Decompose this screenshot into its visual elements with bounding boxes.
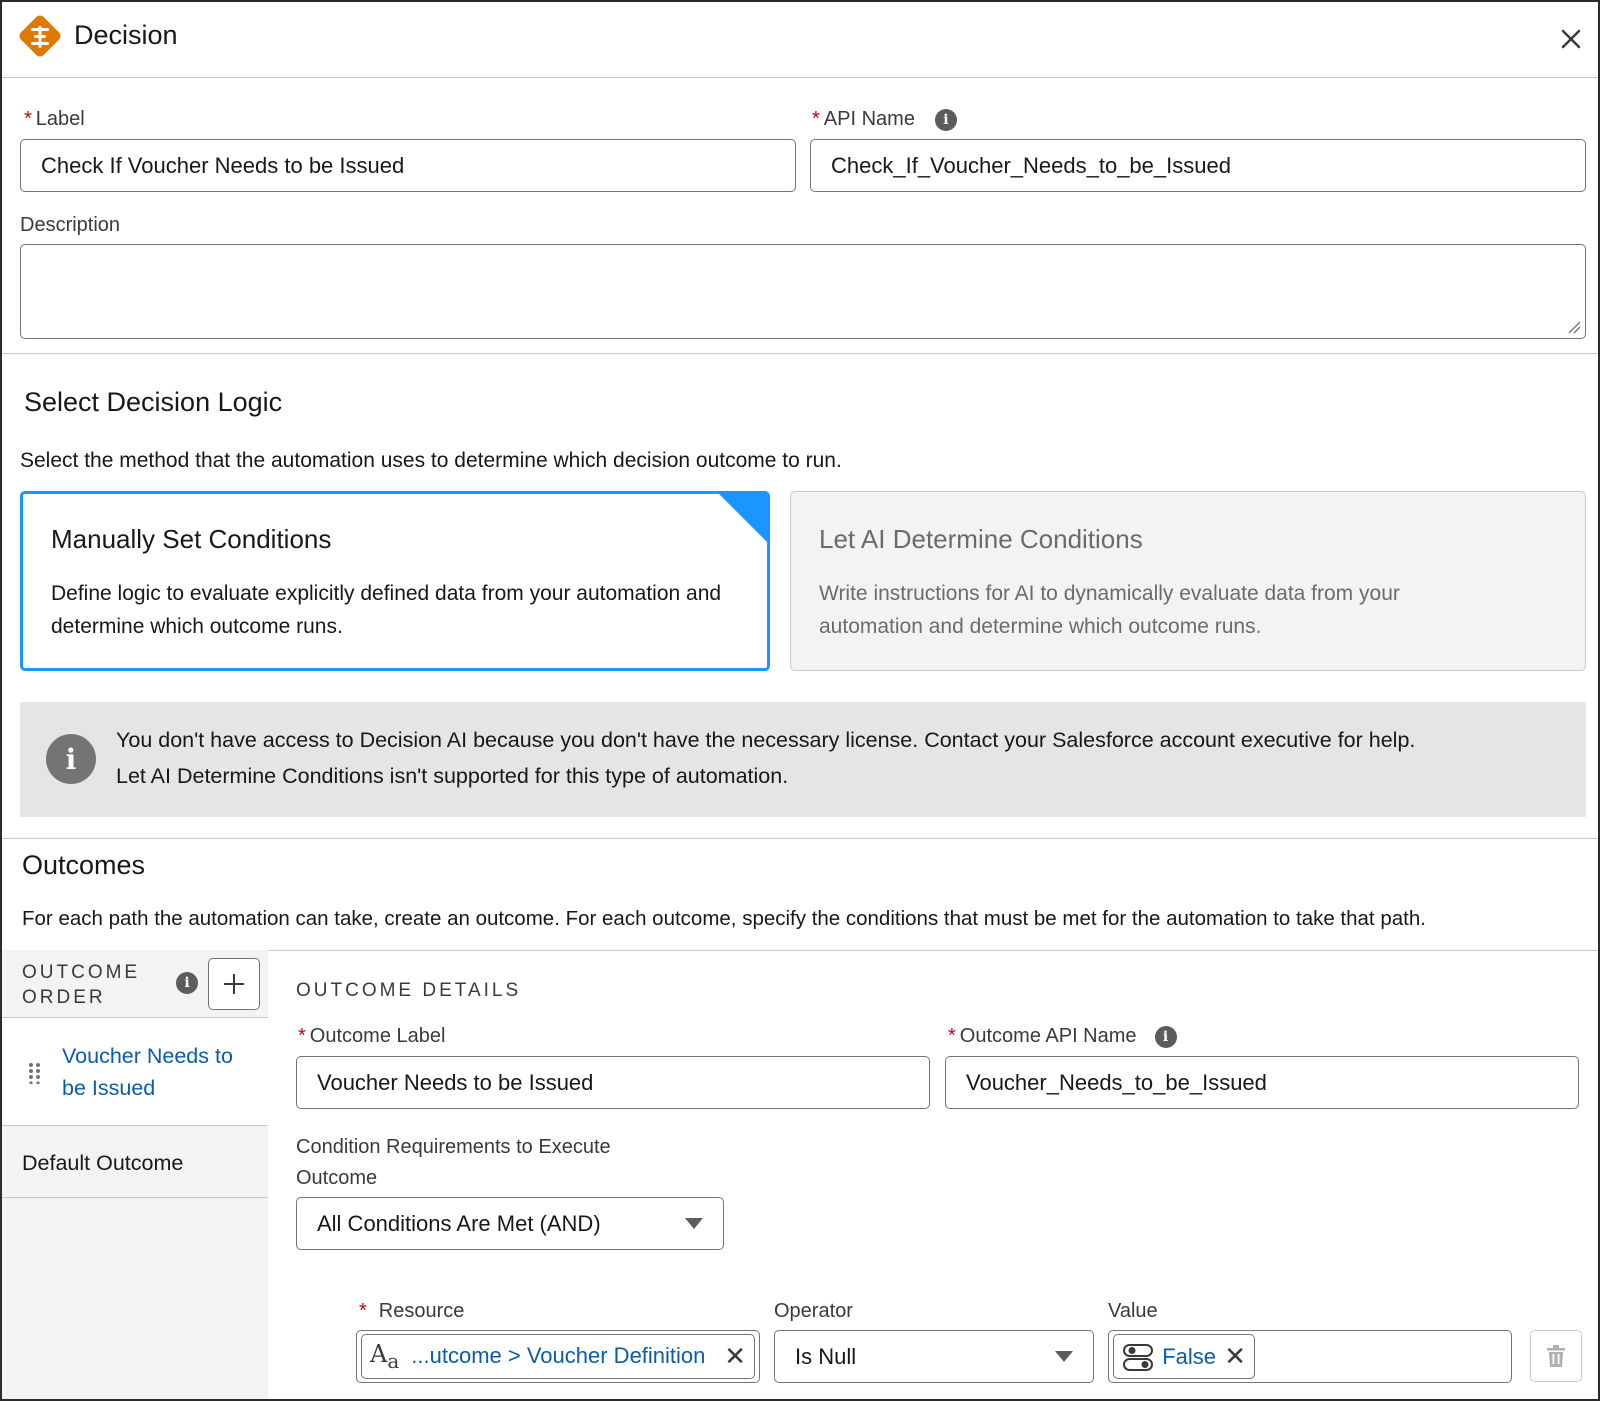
- outcome-api-name-input[interactable]: [945, 1056, 1579, 1109]
- modal-title: Decision: [74, 20, 178, 50]
- trash-icon: [1545, 1344, 1567, 1368]
- default-outcome-label[interactable]: Default Outcome: [22, 1151, 184, 1175]
- info-icon: i: [46, 734, 96, 784]
- remove-icon[interactable]: ✕: [724, 1341, 746, 1371]
- info-icon[interactable]: i: [1155, 1026, 1177, 1048]
- decision-icon: [16, 12, 64, 60]
- toggle-icon: [1122, 1341, 1154, 1373]
- value-field-label: Value: [1108, 1300, 1158, 1322]
- outcome-label-input[interactable]: [296, 1056, 930, 1109]
- section-divider: [2, 838, 1598, 839]
- resource-field-label: * Resource: [359, 1300, 465, 1322]
- section-divider: [2, 353, 1598, 354]
- requirements-label: Condition Requirements to Execute Outcome: [296, 1136, 611, 1189]
- text-type-icon: $A_a$: [370, 1340, 400, 1373]
- required-marker: *: [948, 1025, 956, 1047]
- resource-value: ...utcome > Voucher Definition: [411, 1343, 706, 1369]
- notice-line-1: You don't have access to Decision AI because you don't have the necessary license. Contact your Salesforce account executive for help.: [116, 728, 1416, 752]
- value-value: False: [1162, 1343, 1216, 1369]
- description-textarea[interactable]: [20, 244, 1586, 339]
- resource-combobox[interactable]: [356, 1330, 760, 1383]
- operator-select[interactable]: [774, 1330, 1094, 1383]
- outcome-nav-item[interactable]: [2, 1018, 268, 1126]
- requirements-value: All Conditions Are Met (AND): [317, 1210, 601, 1236]
- outcome-nav-label[interactable]: Voucher Needs to be Issued: [62, 1044, 233, 1100]
- outcome-label-field-label: * Outcome Label: [298, 1025, 446, 1047]
- outcome-api-name-field-label: * Outcome API Name i: [948, 1025, 1177, 1048]
- ai-conditions-title: Let AI Determine Conditions: [819, 524, 1143, 554]
- label-field-label: * Label: [24, 108, 85, 130]
- description-field-label: Description: [20, 214, 121, 236]
- manual-conditions-desc: Define logic to evaluate explicitly defined data from your automation and determine which outcome runs.: [51, 582, 722, 638]
- chevron-down-icon: [685, 1218, 703, 1229]
- required-marker: *: [298, 1025, 306, 1047]
- outcome-label-value: Voucher Needs to be Issued: [317, 1069, 594, 1095]
- manual-conditions-card[interactable]: [20, 491, 770, 671]
- info-icon[interactable]: i: [176, 972, 198, 994]
- resize-handle-icon[interactable]: [1567, 320, 1581, 334]
- required-marker: *: [812, 108, 820, 130]
- decision-logic-title: Select Decision Logic: [24, 387, 283, 417]
- info-icon[interactable]: i: [935, 109, 957, 131]
- delete-condition-button[interactable]: [1530, 1330, 1582, 1382]
- outcome-order-label: OUTCOME ORDER: [22, 962, 141, 1008]
- remove-icon[interactable]: ✕: [1224, 1341, 1246, 1371]
- notice-line-2: Let AI Determine Conditions isn't supported for this type of automation.: [116, 764, 789, 788]
- plus-icon: [222, 972, 246, 996]
- selected-check-icon: [718, 493, 768, 543]
- decision-logic-subtitle: Select the method that the automation uses to determine which decision outcome to run.: [20, 449, 842, 472]
- resource-pill[interactable]: [361, 1334, 755, 1379]
- ai-conditions-desc: Write instructions for AI to dynamically evaluate data from your automation and determine which outcome runs.: [819, 582, 1400, 638]
- modal-header: [2, 2, 1598, 78]
- ai-conditions-card: [790, 491, 1586, 671]
- chevron-down-icon: [1055, 1351, 1073, 1362]
- requirements-select[interactable]: [296, 1197, 724, 1250]
- outcomes-subtitle: For each path the automation can take, create an outcome. For each outcome, specify the conditions that must be met for the automation to take that path.: [22, 907, 1426, 930]
- label-input-value: Check If Voucher Needs to be Issued: [41, 152, 405, 178]
- close-icon[interactable]: [1554, 22, 1588, 56]
- operator-value: Is Null: [795, 1343, 857, 1369]
- api-name-input[interactable]: [810, 139, 1586, 192]
- outcome-order-header: [2, 950, 268, 1018]
- label-input[interactable]: [20, 139, 796, 192]
- outcome-details-heading: OUTCOME DETAILS: [296, 980, 522, 1001]
- operator-field-label: Operator: [774, 1300, 853, 1322]
- manual-conditions-title: Manually Set Conditions: [51, 524, 332, 554]
- value-pill[interactable]: [1113, 1334, 1255, 1379]
- outcomes-title: Outcomes: [22, 850, 146, 880]
- license-notice: [20, 702, 1586, 817]
- drag-handle-icon[interactable]: [28, 1062, 42, 1084]
- value-combobox[interactable]: [1108, 1330, 1512, 1383]
- outcome-api-name-value: Voucher_Needs_to_be_Issued: [966, 1069, 1267, 1095]
- required-marker: *: [24, 108, 32, 130]
- add-outcome-button[interactable]: [208, 958, 260, 1010]
- required-marker: *: [359, 1300, 367, 1322]
- default-outcome-nav-item[interactable]: [2, 1126, 268, 1198]
- api-name-input-value: Check_If_Voucher_Needs_to_be_Issued: [831, 152, 1231, 178]
- api-name-field-label: * API Name i: [812, 108, 957, 131]
